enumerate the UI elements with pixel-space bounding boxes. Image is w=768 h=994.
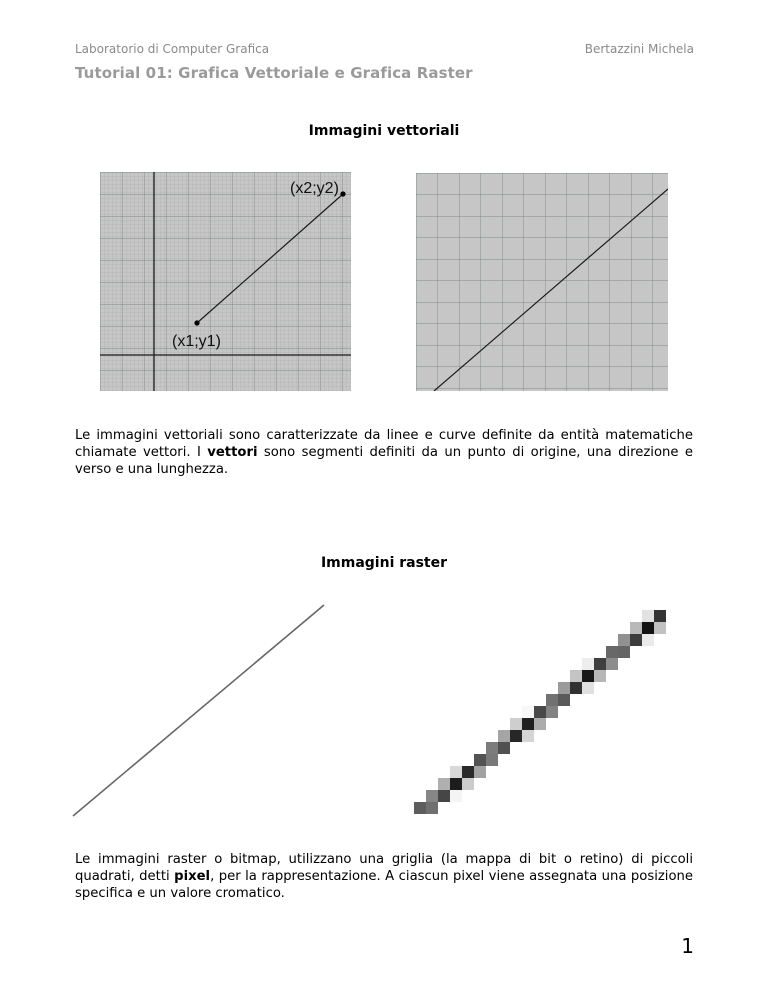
raster-section-heading: Immagini raster (320, 555, 448, 571)
vector-paragraph-bold: vettori (207, 445, 258, 460)
pixel (546, 694, 558, 706)
pixel (450, 778, 462, 790)
pixel (462, 766, 474, 778)
pixel (558, 682, 570, 694)
header-author: Bertazzini Michela (584, 42, 694, 56)
pixel (654, 622, 666, 634)
pixel (462, 778, 474, 790)
pixel (642, 634, 654, 646)
pixel (450, 766, 462, 778)
pixel (582, 658, 594, 670)
vector-section-heading: Immagini vettoriali (308, 123, 460, 139)
raster-figure-smooth-line (70, 603, 328, 818)
pixel (534, 718, 546, 730)
vector-figure-line-grid (416, 173, 668, 391)
pixel (618, 634, 630, 646)
smooth-line (73, 605, 324, 816)
pixel (642, 622, 654, 634)
pixel (618, 646, 630, 658)
raster-paragraph-text-1: Le immagini raster o bitmap, utilizzano una griglia (la mappa di bit o retino) di piccoli quadrati, detti (75, 852, 693, 884)
pixel (606, 658, 618, 670)
vector-paragraph (75, 427, 693, 478)
pixel (594, 658, 606, 670)
pixel (522, 706, 534, 718)
page-number: 1 (681, 934, 694, 958)
vector-paragraph-text-2: sono segmenti definiti da un punto di origine, una direzione e verso e una lunghezza. (75, 445, 693, 477)
pixel (414, 802, 426, 814)
pixel (474, 766, 486, 778)
point-end (340, 191, 345, 196)
pixel (426, 790, 438, 802)
pixel (450, 790, 462, 802)
pixel (498, 742, 510, 754)
pixel (570, 682, 582, 694)
point-start (194, 320, 199, 325)
vector-figure-coordinates (100, 172, 351, 391)
raster-paragraph-text-2: , per la rappresentazione. A ciascun pixel viene assegnata una posizione specifica e un valore cromatico. (75, 869, 693, 901)
pixel (630, 622, 642, 634)
point-end-label: (x2;y2) (290, 180, 339, 197)
raster-paragraph (75, 851, 693, 902)
pixel (606, 646, 618, 658)
pixel (474, 754, 486, 766)
pixel (558, 694, 570, 706)
pixel (438, 790, 450, 802)
pixel-grid (414, 610, 666, 814)
pixel (438, 778, 450, 790)
pixel (642, 610, 654, 622)
pixel (510, 730, 522, 742)
pixel (630, 634, 642, 646)
point-start-label: (x1;y1) (172, 333, 221, 350)
pixel (534, 706, 546, 718)
raster-figure-pixel-line (414, 610, 672, 820)
pixel (570, 670, 582, 682)
pixel (546, 706, 558, 718)
pixel (582, 682, 594, 694)
pixel (522, 718, 534, 730)
pixel (426, 802, 438, 814)
pixel (486, 742, 498, 754)
header-course: Laboratorio di Computer Grafica (75, 42, 270, 56)
pixel (594, 670, 606, 682)
pixel (654, 610, 666, 622)
pixel (582, 670, 594, 682)
vector-paragraph-text-1: Le immagini vettoriali sono caratterizzate da linee e curve definite da entità matematiche chiamate vettori. I (75, 428, 693, 460)
pixel (486, 754, 498, 766)
pixel (510, 718, 522, 730)
raster-paragraph-bold: pixel (174, 869, 211, 884)
document-title: Tutorial 01: Grafica Vettoriale e Grafica Raster (75, 64, 473, 82)
pixel (498, 730, 510, 742)
pixel (522, 730, 534, 742)
